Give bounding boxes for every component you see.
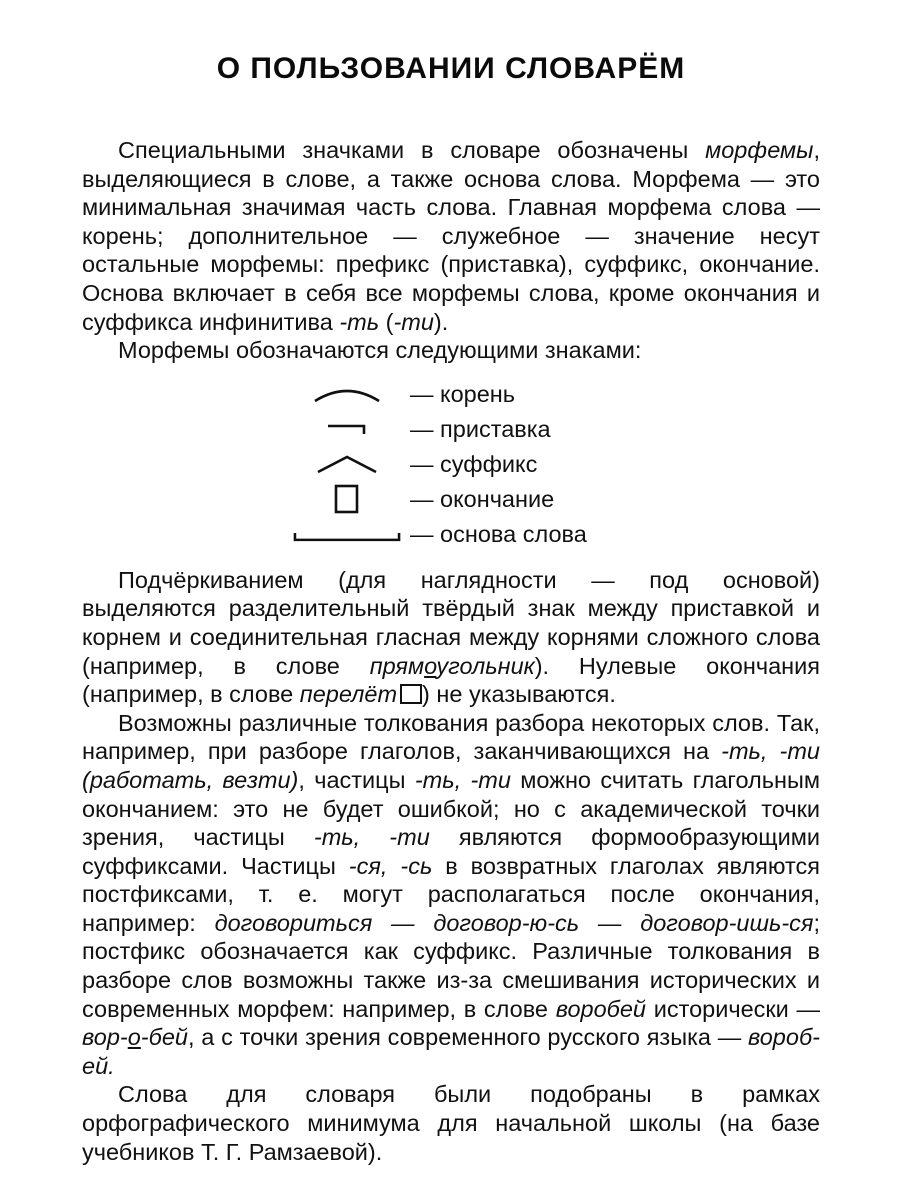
legend-label: — корень: [410, 380, 516, 407]
italic-term: -ти: [393, 308, 434, 335]
paragraph-interpretations: [82, 709, 820, 1081]
legend-row-prefix: [292, 412, 622, 447]
underlined-vowel: о: [424, 652, 437, 679]
text-span: являются формообразующими суффиксами. Частицы: [82, 824, 820, 879]
paragraph-word-selection: Слова для словаря были подобраны в рамках орфографического минимума для начальной школы (на базе учебников Т. Г. Рамзаевой).: [82, 1081, 820, 1165]
text-span: -бей: [140, 1024, 188, 1051]
text-span: Возможны различные толкования разбора некоторых слов. Так, например, при разборе глаголов, заканчивающихся на: [82, 709, 820, 765]
text-span: , выделяющиеся в слове, а также основа слова. Морфема — это минимальная значимая часть слова. Главная морфема слова — корень; дополнительное — служебное — значение несут остальные морфемы: префикс (приставка), суффикс, окончание. Основа включает в себя все морфемы слова, кроме окончания и суффикса инфинитива: [82, 137, 820, 335]
italic-example: [370, 653, 535, 679]
root-arc-icon: [292, 379, 402, 409]
italic-example: вороб-ей.: [82, 1024, 820, 1079]
text-span: угольник: [436, 652, 535, 679]
text-span: ) не указываются.: [422, 681, 616, 708]
legend-label: — основа слова: [410, 520, 587, 547]
morpheme-legend: [292, 377, 622, 552]
italic-example: -ть, -ти: [313, 824, 430, 851]
italic-term: -ть: [339, 308, 380, 335]
text-span: ).: [433, 308, 449, 335]
text-span: Специальными значками в словаре обозначены: [118, 137, 706, 163]
text-span: в возвратных глаголах являются постфиксами, т. е. могут располагаться после окончания, например:: [82, 852, 820, 936]
text-span: вор-: [82, 1024, 128, 1051]
legend-row-ending: [292, 482, 622, 517]
text-span: Подчёркиванием (для наглядности — под основой) выделяются разделительный твёрдый знак между приставкой и корнем и соединительная гласная между корнями сложного слова (например, в слове: [82, 566, 820, 679]
text-span: прям: [369, 652, 425, 679]
legend-label: — приставка: [410, 415, 551, 442]
text-span: можно считать глагольным окончанием: это не будет ошибкой; но с академической точки зрения, частицы: [82, 766, 820, 851]
stem-bracket-icon: [292, 519, 402, 549]
text-span: исторически —: [646, 995, 820, 1022]
ending-box-icon: [292, 484, 402, 514]
legend-row-suffix: [292, 447, 622, 482]
underlined-vowel: о: [127, 1024, 141, 1051]
legend-row-root: [292, 377, 622, 412]
italic-example: -ся, -сь: [348, 852, 433, 879]
paragraph-morphemes-definition: [82, 136, 820, 336]
italic-example: договориться — договор-ю-сь — договор-ишь-ся: [214, 909, 814, 936]
italic-term: морфемы: [705, 137, 814, 163]
suffix-caret-icon: [292, 449, 402, 479]
paragraph-legend-intro: Морфемы обозначаются следующими знаками:: [118, 337, 642, 364]
page-content: [82, 52, 820, 1166]
page-title: О ПОЛЬЗОВАНИИ СЛОВАРЁМ: [216, 52, 686, 85]
text-span: ). Нулевые окончания (например, в слове: [82, 652, 820, 708]
italic-example: перелёт: [299, 681, 398, 708]
text-span: , частицы: [298, 766, 415, 793]
text-span: (: [379, 308, 394, 335]
text-span: ; постфикс обозначается как суффикс. Различные толкования в разборе слов возможны также из-за смешивания исторических и современных морфем: например, в слове: [82, 909, 820, 1022]
legend-label: — суффикс: [410, 450, 538, 477]
legend-row-stem: [292, 517, 622, 552]
italic-example: [82, 1024, 188, 1050]
legend-label: — окончание: [410, 485, 555, 512]
italic-example: -ть, -ти (работать, везти): [82, 738, 820, 793]
prefix-hook-icon: [292, 414, 402, 444]
italic-example: воробей: [555, 995, 647, 1022]
italic-example: -ть, -ти: [414, 766, 511, 793]
zero-ending-box-icon: [400, 684, 422, 704]
paragraph-underlining: [82, 566, 820, 709]
text-span: , а с точки зрения современного русского языка —: [187, 1024, 748, 1051]
